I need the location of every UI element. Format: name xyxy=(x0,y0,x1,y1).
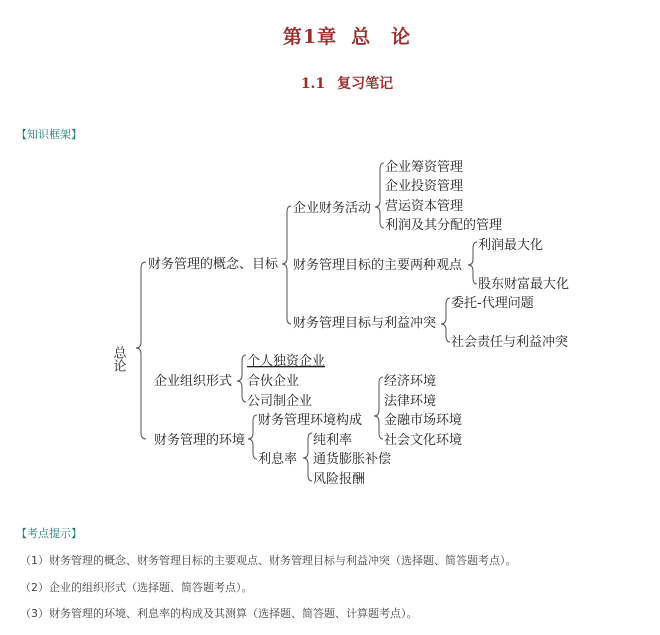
composition-brace xyxy=(374,377,383,439)
tip-item-3: （3）财务管理的环境、利息率的构成及其测算（选择题、简答题、计算题考点）。 xyxy=(20,607,418,620)
branch-concept-goal: 财务管理的概念、目标 xyxy=(148,257,279,272)
tip-item-1: （1）财务管理的概念、财务管理目标的主要观点、财务管理目标与利益冲突（选择题、简答题考点）。 xyxy=(20,554,517,567)
node-goal-views: 财务管理目标的主要两种观点 xyxy=(293,258,463,273)
env-financial-market: 金融市场环境 xyxy=(384,413,463,428)
env-social-cultural: 社会文化环境 xyxy=(384,433,463,448)
activity-item-financing: 企业筹资管理 xyxy=(385,160,464,175)
tip-item-2: （2）企业的组织形式（选择题、简答题考点）。 xyxy=(20,581,253,594)
node-goal-conflict: 财务管理目标与利益冲突 xyxy=(293,316,437,331)
env-legal: 法律环境 xyxy=(384,394,437,409)
activity-item-working-capital: 营运资本管理 xyxy=(385,199,464,214)
tips-label: 【考点提示】 xyxy=(16,527,82,540)
node-interest-rate: 利息率 xyxy=(258,452,298,467)
org-sole-proprietorship: 个人独资企业 xyxy=(247,354,326,369)
section-name: 复习笔记 xyxy=(337,76,394,92)
interest-brace xyxy=(303,433,312,481)
branch-environment: 财务管理的环境 xyxy=(154,433,246,448)
views-brace xyxy=(468,242,477,284)
chapter-name: 总 论 xyxy=(351,26,412,48)
organization-brace xyxy=(237,355,246,402)
knowledge-framework-mindmap xyxy=(0,150,660,495)
interest-inflation-premium: 通货膨胀补偿 xyxy=(313,452,392,467)
root-brace xyxy=(136,262,146,439)
environment-brace xyxy=(248,415,257,459)
conflict-social-responsibility: 社会责任与利益冲突 xyxy=(451,335,569,350)
interest-pure-rate: 纯利率 xyxy=(313,433,353,448)
org-corporation: 公司制企业 xyxy=(247,394,313,409)
conflict-brace xyxy=(441,298,450,342)
section-number: 1.1 xyxy=(300,76,326,92)
view-shareholder-wealth: 股东财富最大化 xyxy=(478,277,570,292)
branch-organization-form: 企业组织形式 xyxy=(154,374,233,389)
view-profit-maximization: 利润最大化 xyxy=(478,238,544,253)
node-environment-composition: 财务管理环境构成 xyxy=(258,413,363,428)
env-economic: 经济环境 xyxy=(384,374,437,389)
activity-item-profit-distribution: 利润及其分配的管理 xyxy=(385,218,503,233)
chapter-title xyxy=(0,22,660,49)
activity-brace xyxy=(375,163,384,228)
framework-label: 【知识框架】 xyxy=(16,128,82,141)
node-financial-activity: 企业财务活动 xyxy=(293,201,372,216)
activity-item-investment: 企业投资管理 xyxy=(385,179,464,194)
org-partnership: 合伙企业 xyxy=(247,374,300,389)
chapter-number: 第1章 xyxy=(282,26,338,48)
conflict-principal-agent: 委托-代理问题 xyxy=(451,296,534,311)
section-title xyxy=(0,73,660,93)
interest-risk-premium: 风险报酬 xyxy=(313,472,366,487)
root-node: 总论 xyxy=(110,346,126,372)
branch1-brace xyxy=(282,206,291,324)
